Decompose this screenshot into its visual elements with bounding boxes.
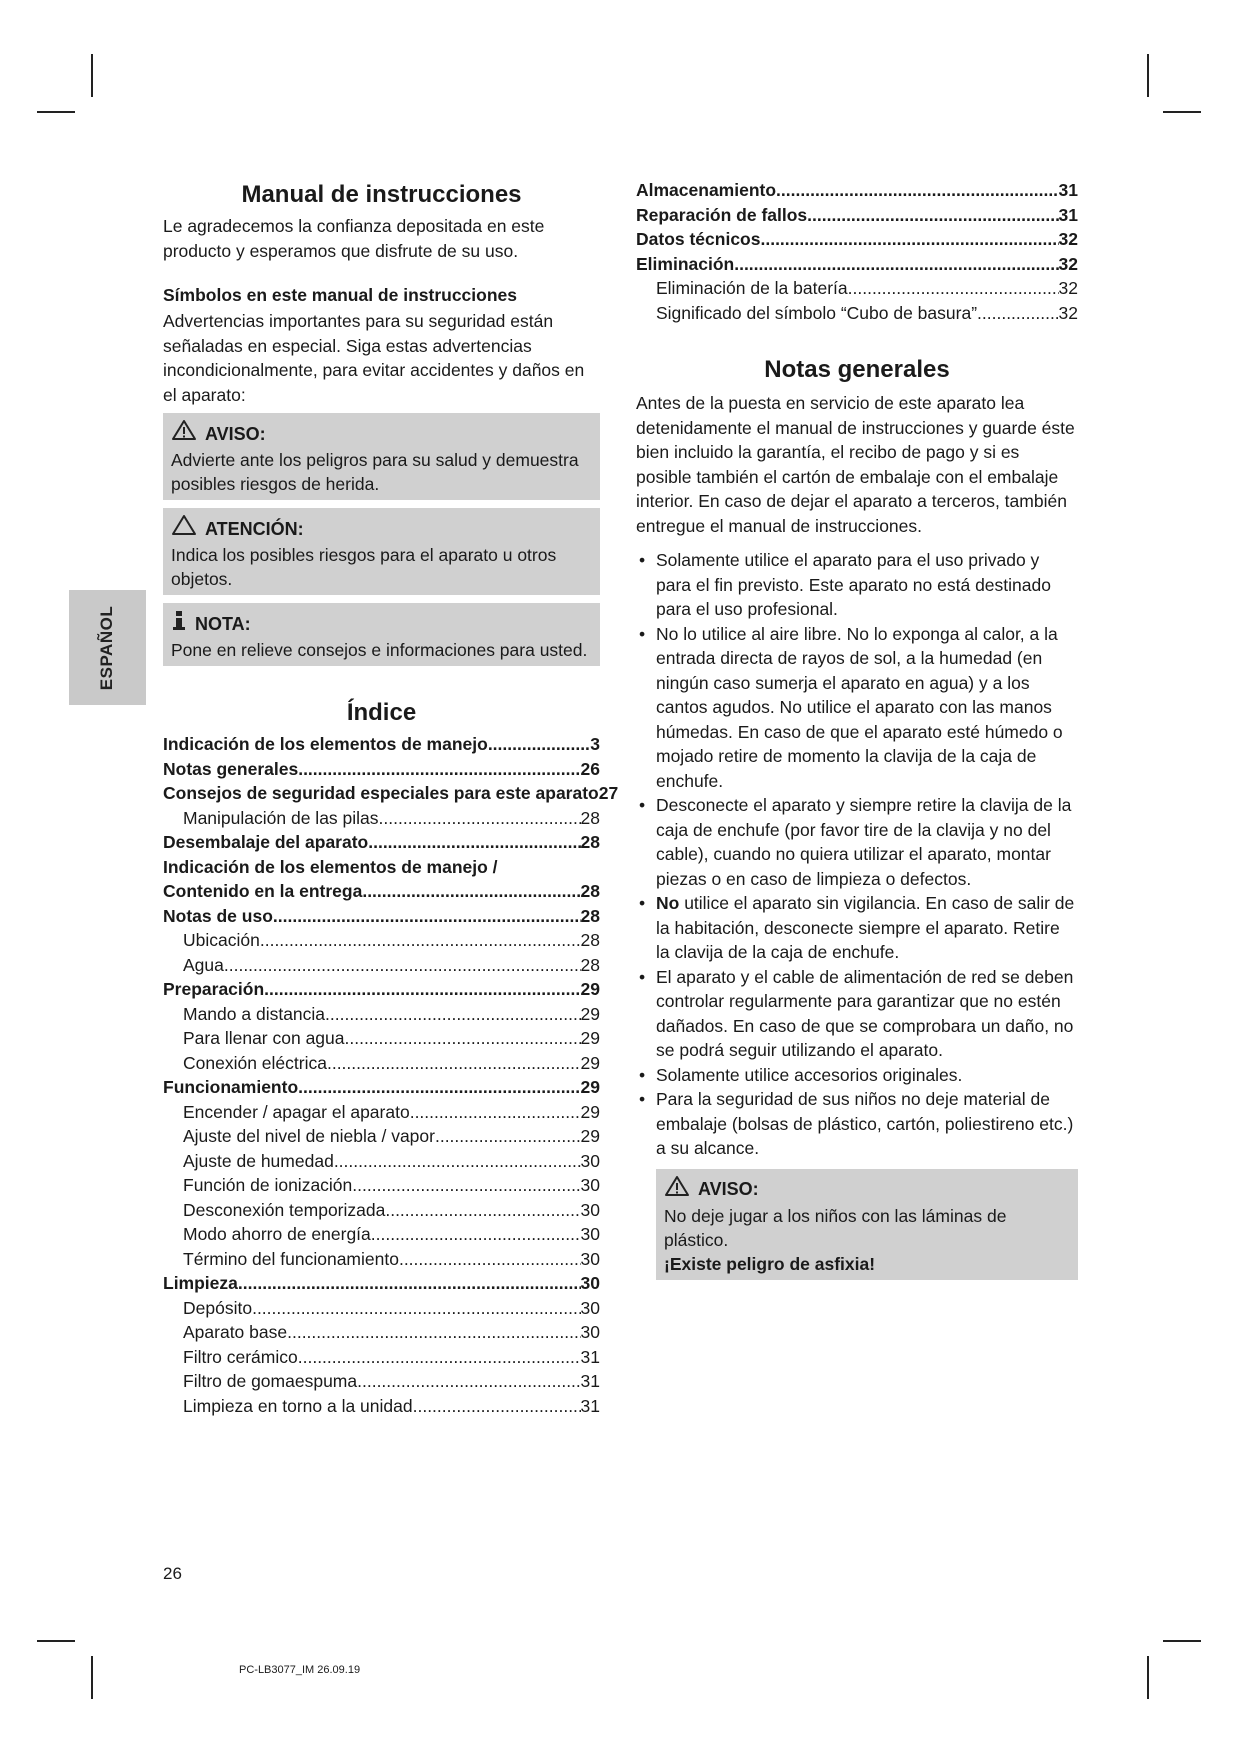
toc-leader-dots: [379, 806, 581, 831]
crop-mark: [37, 1640, 75, 1642]
toc-entry: [163, 977, 600, 1002]
toc-leader-dots: [325, 1002, 580, 1027]
toc-leader-dots: [413, 1394, 581, 1419]
toc-entry-label: Filtro de gomaespuma: [183, 1371, 358, 1391]
toc-entry: [163, 757, 600, 782]
notice-title: AVISO:: [698, 1179, 759, 1199]
toc-leader-dots: [273, 904, 581, 929]
toc-leader-dots: [488, 732, 590, 757]
toc-entry-label: Consejos de seguridad especiales para este aparato: [163, 783, 599, 803]
symbols-heading: Símbolos en este manual de instrucciones: [163, 285, 517, 305]
toc-entry: [163, 1026, 600, 1051]
toc-entry-label: Indicación de los elementos de manejo: [163, 734, 488, 754]
notice-text: Indica los posibles riesgos para el aparato u otros objetos.: [171, 545, 557, 589]
toc-entry: [163, 1124, 600, 1149]
toc-entry-page: 32: [1058, 302, 1078, 323]
toc-entry: [163, 1173, 600, 1198]
toc-leader-dots: [298, 757, 580, 782]
toc-entry-label: Filtro cerámico: [183, 1346, 298, 1367]
toc-entry-label: Conexión eléctrica: [183, 1052, 327, 1073]
bullet-item: [636, 793, 1078, 891]
intro-text: Le agradecemos la confianza depositada en este producto y esperamos que disfrute de su uso.: [163, 216, 545, 261]
toc-entry: [636, 276, 1078, 301]
toc-entry-page: 29: [580, 1028, 600, 1048]
toc-leader-dots: [252, 1296, 580, 1321]
toc-entry-label: Preparación: [163, 979, 265, 999]
info-icon: [171, 609, 195, 638]
toc-entry: [636, 301, 1078, 326]
toc-entry-label: Ajuste del nivel de niebla / vapor: [183, 1126, 435, 1146]
toc-entry-page: 26: [580, 758, 600, 779]
toc-entry: [636, 252, 1078, 277]
toc-leader-dots: [385, 1198, 580, 1223]
bullet-item: [636, 1063, 1078, 1088]
toc-entry-page: 30: [580, 1150, 600, 1171]
toc-leader-dots: [224, 953, 581, 978]
notice-text: Advierte ante los peligros para su salud y demuestra posibles riesgos de herida.: [171, 450, 579, 494]
bullet-item: [636, 622, 1078, 794]
toc-entry: [163, 1369, 600, 1394]
toc-entry: [636, 178, 1078, 203]
toc-leader-dots: [352, 1173, 580, 1198]
toc-entry-label: Indicación de los elementos de manejo /: [163, 856, 498, 877]
toc-leader-dots: [435, 1124, 581, 1149]
toc-entry: [163, 1051, 600, 1076]
table-of-contents: [163, 732, 619, 1418]
bullet-item: [636, 1087, 1078, 1161]
crop-mark: [91, 54, 93, 97]
toc-leader-dots: [334, 1149, 581, 1174]
toc-entry-label: Término del funcionamiento: [183, 1248, 399, 1269]
toc-leader-dots: [368, 830, 580, 855]
toc-entry-page: 29: [580, 1126, 600, 1146]
bullet-text: No lo utilice al aire libre. No lo exponga al calor, a la entrada directa de rayos de sol, a la humedad (en ningún caso sumerja el aparato en agua) y a los cantos agudos. No utilice el aparato con las manos húmedas. En caso de que el aparato esté húmedo o mojado retire de momento la clavija de la caja de enchufe.: [656, 623, 1063, 791]
bullet-text: Solamente utilice el aparato para el uso privado y para el fin previsto. Este aparato no está destinado para el uso profesional.: [656, 550, 1051, 619]
crop-mark: [1147, 1656, 1149, 1699]
bullet-emphasis: No: [656, 893, 680, 913]
toc-entry-label: Para llenar con agua: [183, 1028, 345, 1048]
crop-mark: [37, 111, 75, 113]
toc-leader-dots: [345, 1026, 581, 1051]
toc-entry-page: 31: [1058, 204, 1078, 225]
bullet-text: utilice el aparato sin vigilancia. En caso de salir de la habitación, desconecte siempre el aparato. Retire la clavija de la caja de enchufe.: [656, 893, 1075, 962]
general-notes-intro: Antes de la puesta en servicio de este aparato lea detenidamente el manual de instrucciones y guarde éste bien incluido la garantía, el recibo de pago y si es posible también el cartón de embalaje con el embalaje interior. En caso de dejar el aparato a terceros, también entregue el manual de instrucciones.: [636, 393, 1075, 536]
toc-entry-label: Mando a distancia: [183, 1003, 326, 1024]
warning-triangle-icon: [171, 514, 205, 543]
toc-entry-page: 28: [580, 905, 600, 926]
toc-entry: [163, 1149, 600, 1174]
bullet-text: Solamente utilice accesorios originales.: [656, 1064, 963, 1085]
toc-entry-page: 30: [580, 1297, 600, 1318]
page-number: 26: [163, 1564, 182, 1583]
toc-entry-page: 31: [580, 1395, 600, 1416]
toc-leader-dots: [371, 1222, 581, 1247]
toc-entry-label: Ubicación: [183, 930, 260, 950]
toc-entry-label: Reparación de fallos: [636, 204, 808, 225]
toc-entry-page: 32: [1058, 278, 1078, 298]
toc-leader-dots: [287, 1320, 580, 1345]
toc-leader-dots: [848, 276, 1059, 301]
general-notes-title: Notas generales: [764, 356, 950, 383]
toc-entry-page: 31: [580, 1371, 600, 1391]
toc-entry-page: 28: [580, 881, 600, 901]
toc-entry-page: 29: [580, 1003, 600, 1024]
symbols-text: Advertencias importantes para su seguridad están señaladas en especial. Siga estas advertencias incondicionalmente, para evitar accidentes y daños en el aparato:: [163, 311, 585, 405]
toc-entry-label: Desconexión temporizada: [183, 1199, 386, 1220]
toc-leader-dots: [298, 1075, 580, 1100]
toc-entry-label: Desembalaje del aparato: [163, 832, 369, 852]
toc-leader-dots: [238, 1271, 581, 1296]
toc-entry-label: Significado del símbolo “Cubo de basura”: [656, 302, 978, 323]
notice-title: NOTA:: [195, 613, 251, 634]
toc-leader-dots: [410, 1100, 581, 1125]
toc-entry: [636, 203, 1078, 228]
toc-entry-page: 30: [580, 1248, 600, 1269]
bullet-text: Para la seguridad de sus niños no deje material de embalaje (bolsas de plástico, cartón, poliestireno etc.) a su alcance.: [656, 1089, 1074, 1158]
toc-entry-label: Contenido en la entrega: [163, 881, 363, 901]
toc-entry: [163, 1271, 600, 1296]
toc-entry-page: 27: [598, 783, 619, 803]
toc-entry: [163, 1320, 600, 1345]
toc-entry-label: Almacenamiento: [636, 180, 777, 200]
toc-entry-page: 29: [580, 1101, 600, 1122]
toc-entry: [636, 227, 1078, 252]
notice-aviso: [163, 413, 600, 500]
crop-mark: [1163, 1640, 1201, 1642]
toc-entry: [163, 904, 600, 929]
language-tab-label: ESPAÑOL: [97, 605, 117, 690]
toc-entry: [163, 928, 600, 953]
warning-triangle-icon: [171, 419, 205, 448]
toc-entry: [163, 1198, 600, 1223]
toc-entry: [163, 1247, 600, 1272]
toc-entry: [163, 1222, 600, 1247]
toc-entry-label: Depósito: [183, 1297, 253, 1318]
toc-entry: [163, 879, 600, 904]
toc-entry: [163, 806, 600, 831]
footer-code: PC-LB3077_IM 26.09.19: [239, 1664, 361, 1676]
left-column: [163, 178, 619, 1418]
toc-entry-label: Encender / apagar el aparato: [183, 1101, 410, 1122]
table-of-contents-continued: [636, 178, 1078, 325]
notice-title: AVISO:: [205, 423, 266, 444]
toc-entry-page: 29: [580, 1077, 600, 1097]
bullet-text: Desconecte el aparato y siempre retire la clavija de la caja de enchufe (por favor tire de la clavija y no del cable), cuando no quiera utilizar el aparato, montar piezas o en caso de limpieza o defectos.: [656, 795, 1072, 889]
toc-entry-page: 28: [580, 807, 600, 828]
toc-entry: [163, 953, 600, 978]
manual-title: Manual de instrucciones: [241, 181, 522, 208]
toc-leader-dots: [760, 227, 1058, 252]
notice-aviso-asfixia: [656, 1169, 1078, 1280]
toc-entry-page: 28: [580, 954, 600, 975]
toc-entry-label: Función de ionización: [183, 1175, 353, 1195]
toc-leader-dots: [264, 977, 580, 1002]
toc-entry-page: 31: [1058, 180, 1078, 200]
toc-entry-page: 28: [580, 930, 600, 950]
notice-text: Pone en relieve consejos e informaciones para usted.: [171, 640, 588, 660]
warning-triangle-icon: [664, 1175, 698, 1204]
toc-entry-label: Eliminación de la batería: [656, 278, 848, 298]
toc-entry-page: 32: [1058, 229, 1078, 249]
toc-entry-page: 30: [580, 1224, 600, 1244]
toc-entry-page: 30: [580, 1273, 600, 1293]
notice-text: No deje jugar a los niños con las láminas de plástico.: [664, 1205, 1007, 1250]
right-column: [636, 178, 1078, 1280]
crop-mark: [1147, 54, 1149, 97]
language-tab: [69, 590, 146, 705]
toc-entry: [163, 1100, 600, 1125]
toc-entry-label: Eliminación: [636, 253, 735, 274]
crop-mark: [1163, 111, 1201, 113]
toc-entry-label: Notas generales: [163, 758, 299, 779]
toc-entry-label: Aparato base: [183, 1322, 288, 1342]
toc-entry-label: Funcionamiento: [163, 1077, 299, 1097]
toc-leader-dots: [399, 1247, 581, 1272]
toc-leader-dots: [260, 928, 581, 953]
toc-entry: [163, 1002, 600, 1027]
toc-entry-label: Limpieza en torno a la unidad: [183, 1395, 413, 1416]
toc-entry: [163, 732, 600, 757]
toc-entry-page: 31: [580, 1346, 600, 1367]
toc-entry-page: 3: [590, 734, 600, 754]
toc-leader-dots: [298, 1345, 581, 1370]
index-title: Índice: [346, 699, 417, 726]
crop-mark: [91, 1656, 93, 1699]
toc-leader-dots: [327, 1051, 581, 1076]
toc-entry-page: 30: [580, 1199, 600, 1220]
toc-leader-dots: [977, 301, 1059, 326]
toc-leader-dots: [357, 1369, 580, 1394]
toc-leader-dots: [362, 879, 580, 904]
toc-entry-page: 30: [580, 1175, 600, 1195]
toc-entry-page: 28: [580, 832, 600, 852]
toc-entry-label: Notas de uso: [163, 905, 273, 926]
bullet-item: [636, 548, 1078, 622]
notice-nota: [163, 603, 600, 666]
toc-leader-dots: [734, 252, 1058, 277]
toc-entry-label: Limpieza: [163, 1273, 238, 1293]
toc-entry-label: Modo ahorro de energía: [183, 1224, 371, 1244]
bullet-item: [636, 891, 1078, 965]
toc-entry-label: Manipulación de las pilas: [183, 807, 379, 828]
safety-bullet-list: [636, 548, 1078, 1161]
toc-entry-page: 32: [1058, 253, 1078, 274]
notice-strong-text: ¡Existe peligro de asfixia!: [664, 1253, 876, 1274]
toc-entry-label: Agua: [183, 954, 224, 975]
toc-entry: [163, 1345, 600, 1370]
bullet-item: [636, 965, 1078, 1063]
notice-title: ATENCIÓN:: [205, 518, 304, 539]
toc-entry: [163, 855, 600, 880]
toc-entry: [163, 1394, 600, 1419]
notice-atencion: [163, 508, 600, 595]
toc-entry-page: 30: [580, 1322, 600, 1342]
toc-entry-page: 29: [580, 979, 600, 999]
toc-entry-label: Ajuste de humedad: [183, 1150, 334, 1171]
toc-entry-page: 29: [580, 1052, 600, 1073]
toc-leader-dots: [776, 178, 1058, 203]
toc-entry: [163, 1296, 600, 1321]
toc-entry: [163, 781, 619, 806]
toc-entry: [163, 1075, 600, 1100]
toc-entry: [163, 830, 600, 855]
toc-entry-label: Datos técnicos: [636, 229, 761, 249]
toc-leader-dots: [807, 203, 1058, 228]
bullet-text: El aparato y el cable de alimentación de red se deben controlar regularmente para garantizar que no estén dañados. En caso de que se comprobara un daño, no se podrá seguir utilizando el aparato.: [656, 966, 1074, 1060]
